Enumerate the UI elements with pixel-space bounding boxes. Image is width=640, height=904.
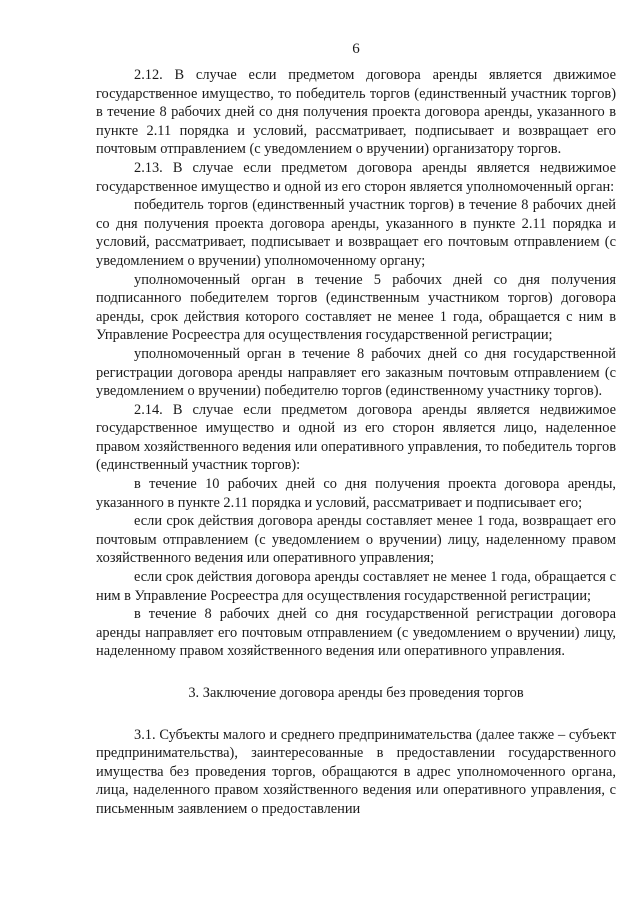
paragraph-2-14-item-3: если срок действия договора аренды составляет не менее 1 года, обращается с ним в Управление Росреестра для осуществления государственной регистрации; [96, 569, 616, 604]
paragraph-2-14: 2.14. В случае если предметом договора аренды является недвижимое государственное имущество и одной из его сторон является лицо, наделенное правом хозяйственного ведения или оперативного управления, то победитель торгов (единственный участник торгов): [96, 401, 616, 474]
page-number: 6 [352, 41, 360, 57]
paragraph-2-13: 2.13. В случае если предметом договора аренды является недвижимое государственное имущество и одной из его сторон является уполномоченный орган: [96, 159, 616, 195]
paragraphs-after [96, 726, 616, 819]
paragraph-2-13-item-1: победитель торгов (единственный участник торгов) в течение 8 рабочих дней со дня получения проекта договора аренды, указанного в пункте 2.11 порядка и условий, рассматривает, подписывает и возвращает его почтовым отправлением (с уведомлением о вручении) уполномоченному органу; [96, 197, 616, 269]
paragraph-2-12: 2.12. В случае если предметом договора аренды является движимое государственное имущество, то победитель торгов (единственный участник торгов) в течение 8 рабочих дней со дня получения проекта договора аренды, указанного в пункте 2.11 порядка и условий, рассматривает, подписывает и возвращает его почтовым отправлением (с уведомлением о вручении) организатору торгов. [96, 67, 616, 158]
paragraph-2-14-item-1: в течение 10 рабочих дней со дня получения проекта договора аренды, указанного в пункте 2.11 порядка и условий, рассматривает и подписывает его; [96, 476, 616, 511]
paragraph-2-14-item-4: в течение 8 рабочих дней со дня государственной регистрации договора аренды направляет его почтовым отправлением (с уведомлением о вручении) лицу, наделенному правом хозяйственного ведения или оперативного управления. [96, 606, 616, 660]
paragraphs-before [96, 66, 616, 661]
section-heading: 3. Заключение договора аренды без проведения торгов [188, 685, 524, 701]
paragraph-2-13-item-3: уполномоченный орган в течение 8 рабочих дней со дня государственной регистрации договора аренды направляет его заказным почтовым отправлением (с уведомлением о вручении) победителю торгов (единственному участнику торгов). [96, 345, 616, 400]
paragraph-3-1: 3.1. Субъекты малого и среднего предпринимательства (далее также – субъект предпринимательства), заинтересованные в предоставлении государственного имущества без проведения торгов, обращаются в адрес уполномоченного органа, лица, наделенного правом хозяйственного ведения или оперативного управления, с письменным заявлением о предоставлении [96, 726, 616, 817]
paragraph-2-14-item-2: если срок действия договора аренды составляет менее 1 года, возвращает его почтовым отправлением (с уведомлением о вручении) лицу, наделенному правом хозяйственного ведения или оперативного управления; [96, 513, 616, 567]
paragraph-2-13-item-2: уполномоченный орган в течение 5 рабочих дней со дня получения подписанного победителем торгов (единственным участником торгов) договора аренды, срок действия которого составляет не менее 1 года, обращается с ним в Управление Росреестра для осуществления государственной регистрации; [96, 271, 616, 344]
